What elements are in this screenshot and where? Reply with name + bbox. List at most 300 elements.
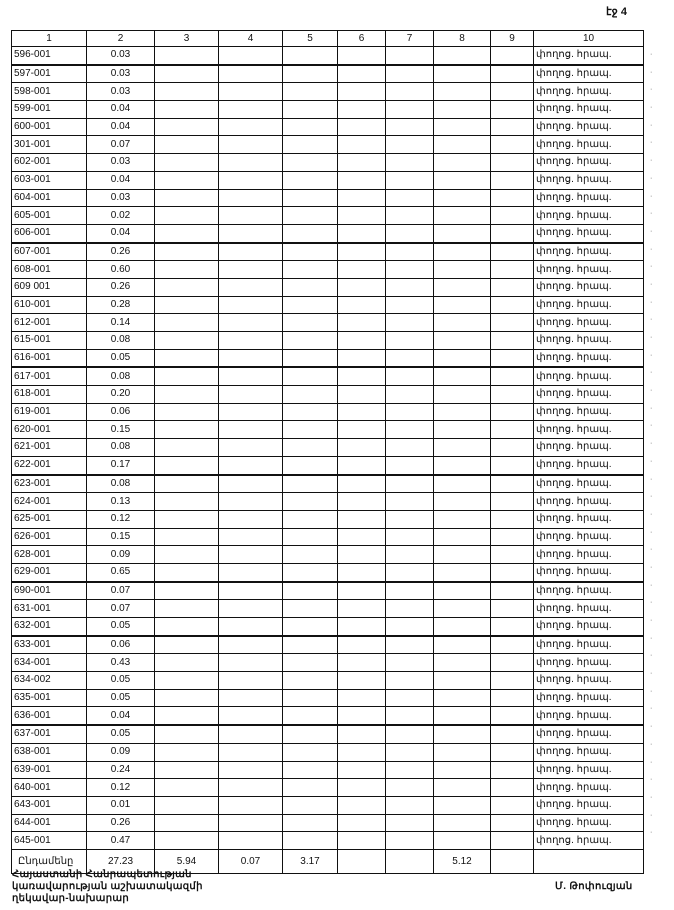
table-row [12, 136, 644, 154]
parcel-id: 617-001 [12, 367, 87, 385]
area-value: 0.08 [87, 439, 155, 457]
area-value: 0.09 [87, 743, 155, 761]
empty-cell [155, 832, 219, 850]
empty-cell [155, 600, 219, 618]
empty-cell [283, 832, 338, 850]
empty-cell [434, 207, 491, 225]
empty-cell [338, 224, 386, 242]
empty-cell [155, 83, 219, 101]
empty-cell [491, 101, 534, 119]
land-use-type: փողոց. հրապ. [534, 224, 644, 242]
empty-cell [155, 403, 219, 421]
empty-cell [155, 118, 219, 136]
margin-mark-icon: · [650, 139, 653, 147]
margin-mark-icon: · [650, 740, 653, 748]
column-header-8: 8 [434, 31, 491, 47]
margin-mark-icon: · [650, 457, 653, 465]
empty-cell [219, 582, 283, 600]
margin-mark-icon: · [650, 404, 653, 412]
empty-cell [283, 456, 338, 474]
empty-cell [219, 475, 283, 493]
empty-cell [491, 332, 534, 350]
area-value: 0.05 [87, 349, 155, 367]
empty-cell [434, 118, 491, 136]
empty-cell [386, 278, 434, 296]
empty-cell [338, 672, 386, 690]
table-row [12, 243, 644, 261]
margin-mark-icon: · [650, 687, 653, 695]
empty-cell [219, 707, 283, 725]
empty-cell [219, 725, 283, 743]
empty-cell [283, 510, 338, 528]
empty-cell [338, 207, 386, 225]
land-use-type: փողոց. հրապ. [534, 261, 644, 279]
empty-cell [155, 101, 219, 119]
land-use-type: փողոց. հրապ. [534, 779, 644, 797]
parcel-id: 632-001 [12, 618, 87, 636]
empty-cell [219, 47, 283, 65]
empty-cell [434, 563, 491, 581]
empty-cell [338, 367, 386, 385]
land-use-type: փողոց. հրապ. [534, 386, 644, 404]
margin-mark-icon: · [650, 316, 653, 324]
empty-cell [155, 314, 219, 332]
empty-cell [283, 154, 338, 172]
signer-name: Մ. Թոփուզյան [555, 881, 633, 892]
area-value: 0.03 [87, 47, 155, 65]
area-value: 0.26 [87, 814, 155, 832]
empty-cell [219, 349, 283, 367]
empty-cell [434, 296, 491, 314]
table-row [12, 118, 644, 136]
margin-mark-icon: · [650, 510, 653, 518]
empty-cell [491, 136, 534, 154]
parcel-id: 599-001 [12, 101, 87, 119]
empty-cell [283, 814, 338, 832]
land-use-type: փողոց. հրապ. [534, 314, 644, 332]
empty-cell [386, 101, 434, 119]
empty-cell [338, 136, 386, 154]
empty-cell [283, 207, 338, 225]
land-use-type: փողոց. հրապ. [534, 563, 644, 581]
empty-cell [283, 314, 338, 332]
empty-cell [283, 118, 338, 136]
empty-cell [219, 386, 283, 404]
empty-cell [283, 743, 338, 761]
empty-cell [155, 456, 219, 474]
empty-cell [434, 278, 491, 296]
land-use-type: փողոց. հրապ. [534, 332, 644, 350]
empty-cell [283, 83, 338, 101]
margin-mark-icon: · [650, 475, 653, 483]
empty-cell [491, 386, 534, 404]
empty-cell [386, 421, 434, 439]
empty-cell [338, 243, 386, 261]
table-row [12, 618, 644, 636]
margin-mark-icon: · [650, 174, 653, 182]
empty-cell [219, 65, 283, 83]
empty-cell [434, 725, 491, 743]
area-value: 0.05 [87, 672, 155, 690]
margin-mark-icon: · [650, 210, 653, 218]
parcel-id: 639-001 [12, 761, 87, 779]
empty-cell [283, 349, 338, 367]
empty-cell [338, 814, 386, 832]
empty-cell [219, 296, 283, 314]
footer-line: կառավարության աշխատակազմի [12, 881, 203, 892]
table-row [12, 421, 644, 439]
empty-cell [386, 154, 434, 172]
empty-cell [219, 743, 283, 761]
empty-cell [491, 600, 534, 618]
empty-cell [434, 421, 491, 439]
margin-mark-icon: · [650, 493, 653, 501]
margin-mark-icon: · [650, 670, 653, 678]
footer-line: ղեկավար-նախարար [12, 893, 130, 904]
empty-cell [386, 439, 434, 457]
empty-cell [155, 171, 219, 189]
empty-cell [338, 349, 386, 367]
empty-cell [491, 510, 534, 528]
area-value: 0.15 [87, 421, 155, 439]
empty-cell [219, 136, 283, 154]
empty-cell [338, 779, 386, 797]
parcel-id: 619-001 [12, 403, 87, 421]
land-use-type: փողոց. հրապ. [534, 672, 644, 690]
empty-cell [386, 403, 434, 421]
area-value: 0.20 [87, 386, 155, 404]
empty-cell [338, 65, 386, 83]
table-row [12, 456, 644, 474]
parcel-id: 633-001 [12, 636, 87, 654]
empty-cell [434, 154, 491, 172]
parcel-id: 625-001 [12, 510, 87, 528]
empty-cell [491, 421, 534, 439]
empty-cell [219, 636, 283, 654]
area-value: 0.07 [87, 600, 155, 618]
parcel-id: 640-001 [12, 779, 87, 797]
empty-cell [219, 600, 283, 618]
empty-cell [434, 743, 491, 761]
empty-cell [491, 261, 534, 279]
parcel-id: 602-001 [12, 154, 87, 172]
area-value: 0.14 [87, 314, 155, 332]
table-row [12, 154, 644, 172]
table-row [12, 510, 644, 528]
empty-cell [219, 493, 283, 511]
empty-cell [219, 118, 283, 136]
empty-cell [219, 546, 283, 564]
empty-cell [491, 725, 534, 743]
parcel-id: 600-001 [12, 118, 87, 136]
empty-cell [338, 403, 386, 421]
empty-cell [434, 636, 491, 654]
footer-line: Հայաստանի Հանրապետության [12, 869, 192, 880]
margin-mark-icon: · [650, 528, 653, 536]
empty-cell [386, 332, 434, 350]
land-use-type: փողոց. հրապ. [534, 636, 644, 654]
total-value: 5.12 [434, 849, 491, 873]
area-value: 0.06 [87, 636, 155, 654]
empty-cell [386, 546, 434, 564]
empty-cell [219, 261, 283, 279]
empty-cell [386, 779, 434, 797]
empty-cell [219, 403, 283, 421]
empty-cell [491, 743, 534, 761]
empty-cell [338, 171, 386, 189]
parcel-id: 301-001 [12, 136, 87, 154]
empty-cell [338, 493, 386, 511]
empty-cell [283, 475, 338, 493]
empty-cell [434, 65, 491, 83]
land-use-type: փողոց. հրապ. [534, 689, 644, 707]
table-row [12, 761, 644, 779]
empty-cell [386, 136, 434, 154]
table-row [12, 207, 644, 225]
empty-cell [338, 261, 386, 279]
land-use-type: փողոց. հրապ. [534, 421, 644, 439]
margin-mark-icon: · [650, 104, 653, 112]
empty-cell [283, 636, 338, 654]
empty-cell [386, 563, 434, 581]
table-row [12, 528, 644, 546]
empty-cell [283, 689, 338, 707]
table-row [12, 636, 644, 654]
total-value: 3.17 [283, 849, 338, 873]
land-use-type: փողոց. հրապ. [534, 582, 644, 600]
table-row [12, 796, 644, 814]
empty-cell [491, 65, 534, 83]
empty-cell [219, 207, 283, 225]
parcel-id: 645-001 [12, 832, 87, 850]
margin-mark-icon: · [650, 334, 653, 341]
land-use-type: փողոց. հրապ. [534, 118, 644, 136]
area-value: 0.60 [87, 261, 155, 279]
empty-cell [219, 779, 283, 797]
land-use-type: փողոց. հրապ. [534, 456, 644, 474]
empty-cell [219, 314, 283, 332]
total-value: 5.94 [155, 849, 219, 873]
parcel-id: 606-001 [12, 224, 87, 242]
margin-mark-icon: · [650, 723, 653, 731]
empty-cell [155, 654, 219, 672]
empty-cell [491, 654, 534, 672]
empty-cell [434, 403, 491, 421]
empty-cell [155, 349, 219, 367]
empty-cell [155, 510, 219, 528]
empty-cell [338, 743, 386, 761]
empty-cell [219, 456, 283, 474]
table-row [12, 546, 644, 564]
column-header-1: 1 [12, 31, 87, 47]
column-header-9: 9 [491, 31, 534, 47]
empty-cell [386, 689, 434, 707]
empty-cell [491, 582, 534, 600]
table-row [12, 743, 644, 761]
empty-cell [338, 296, 386, 314]
area-value: 0.05 [87, 689, 155, 707]
margin-mark-icon: · [650, 652, 653, 660]
land-use-type: փողոց. հրապ. [534, 65, 644, 83]
land-use-type: փողոց. հրապ. [534, 493, 644, 511]
empty-cell [434, 689, 491, 707]
margin-mark-icon: · [650, 86, 653, 94]
margin-mark-icon: · [650, 369, 653, 377]
column-header-10: 10 [534, 31, 644, 47]
empty-cell [338, 600, 386, 618]
empty-cell [491, 314, 534, 332]
empty-cell [491, 707, 534, 725]
parcel-id: 637-001 [12, 725, 87, 743]
empty-cell [491, 154, 534, 172]
land-parcel-table [11, 30, 644, 874]
empty-cell [219, 278, 283, 296]
empty-cell [155, 421, 219, 439]
empty-cell [434, 332, 491, 350]
parcel-id: 605-001 [12, 207, 87, 225]
empty-cell [338, 118, 386, 136]
column-header-2: 2 [87, 31, 155, 47]
parcel-id: 610-001 [12, 296, 87, 314]
empty-cell [491, 563, 534, 581]
land-use-type: փողոց. հրապ. [534, 101, 644, 119]
empty-cell [283, 261, 338, 279]
empty-cell [386, 367, 434, 385]
parcel-id: 628-001 [12, 546, 87, 564]
empty-cell [434, 814, 491, 832]
table-row [12, 47, 644, 65]
empty-cell [491, 207, 534, 225]
empty-cell [283, 796, 338, 814]
empty-cell [155, 386, 219, 404]
empty-cell [491, 814, 534, 832]
table-row [12, 83, 644, 101]
empty-cell [434, 47, 491, 65]
parcel-id: 636-001 [12, 707, 87, 725]
table-row [12, 439, 644, 457]
empty-cell [491, 278, 534, 296]
empty-cell [386, 296, 434, 314]
empty-cell [386, 207, 434, 225]
land-use-type: փողոց. հրապ. [534, 618, 644, 636]
empty-cell [386, 314, 434, 332]
empty-cell [386, 118, 434, 136]
empty-cell [155, 296, 219, 314]
land-use-type: փողոց. հրապ. [534, 207, 644, 225]
empty-cell [338, 654, 386, 672]
empty-cell [386, 493, 434, 511]
empty-cell [338, 510, 386, 528]
land-use-type: փողոց. հրապ. [534, 136, 644, 154]
empty-cell [155, 563, 219, 581]
empty-cell [283, 582, 338, 600]
empty-cell [491, 296, 534, 314]
empty-cell [338, 154, 386, 172]
empty-cell [155, 224, 219, 242]
parcel-id: 604-001 [12, 189, 87, 207]
parcel-id: 623-001 [12, 475, 87, 493]
parcel-id: 620-001 [12, 421, 87, 439]
table-row [12, 278, 644, 296]
land-use-type: փողոց. հրապ. [534, 832, 644, 850]
empty-cell [155, 779, 219, 797]
empty-cell [386, 600, 434, 618]
empty-cell [283, 528, 338, 546]
empty-cell [434, 654, 491, 672]
empty-cell [434, 618, 491, 636]
empty-cell [338, 421, 386, 439]
table-row [12, 493, 644, 511]
empty-cell [386, 618, 434, 636]
parcel-id: 622-001 [12, 456, 87, 474]
area-value: 0.01 [87, 796, 155, 814]
empty-cell [434, 83, 491, 101]
parcel-id: 618-001 [12, 386, 87, 404]
empty-cell [434, 243, 491, 261]
empty-cell [219, 171, 283, 189]
empty-cell [434, 707, 491, 725]
empty-cell [491, 439, 534, 457]
area-value: 0.47 [87, 832, 155, 850]
empty-cell [155, 207, 219, 225]
empty-cell [386, 83, 434, 101]
empty-cell [338, 707, 386, 725]
empty-cell [434, 779, 491, 797]
area-value: 0.03 [87, 189, 155, 207]
table-row [12, 314, 644, 332]
empty-cell [386, 654, 434, 672]
land-use-type: փողոց. հրապ. [534, 154, 644, 172]
empty-cell [491, 672, 534, 690]
area-value: 0.05 [87, 618, 155, 636]
table-row [12, 349, 644, 367]
empty-cell [155, 814, 219, 832]
parcel-id: 634-002 [12, 672, 87, 690]
empty-cell [155, 689, 219, 707]
empty-cell [338, 689, 386, 707]
table-row [12, 582, 644, 600]
empty-cell [283, 403, 338, 421]
empty-cell [283, 707, 338, 725]
empty-cell [219, 814, 283, 832]
empty-cell [434, 510, 491, 528]
empty-cell [491, 171, 534, 189]
empty-cell [155, 154, 219, 172]
area-value: 0.28 [87, 296, 155, 314]
area-value: 0.43 [87, 654, 155, 672]
empty-cell [491, 83, 534, 101]
empty-cell [283, 189, 338, 207]
parcel-id: 638-001 [12, 743, 87, 761]
land-use-type: փողոց. հրապ. [534, 707, 644, 725]
empty-cell [338, 832, 386, 850]
empty-cell [219, 332, 283, 350]
empty-cell [338, 386, 386, 404]
parcel-id: 635-001 [12, 689, 87, 707]
empty-cell [155, 725, 219, 743]
empty-cell [386, 707, 434, 725]
margin-mark-icon: · [650, 387, 653, 395]
parcel-id: 629-001 [12, 563, 87, 581]
empty-cell [434, 224, 491, 242]
total-label: Ընդամենը [12, 849, 87, 873]
empty-cell [434, 600, 491, 618]
area-value: 0.09 [87, 546, 155, 564]
margin-mark-icon: · [650, 581, 653, 589]
empty-cell [386, 65, 434, 83]
empty-cell [338, 618, 386, 636]
empty-cell [219, 439, 283, 457]
